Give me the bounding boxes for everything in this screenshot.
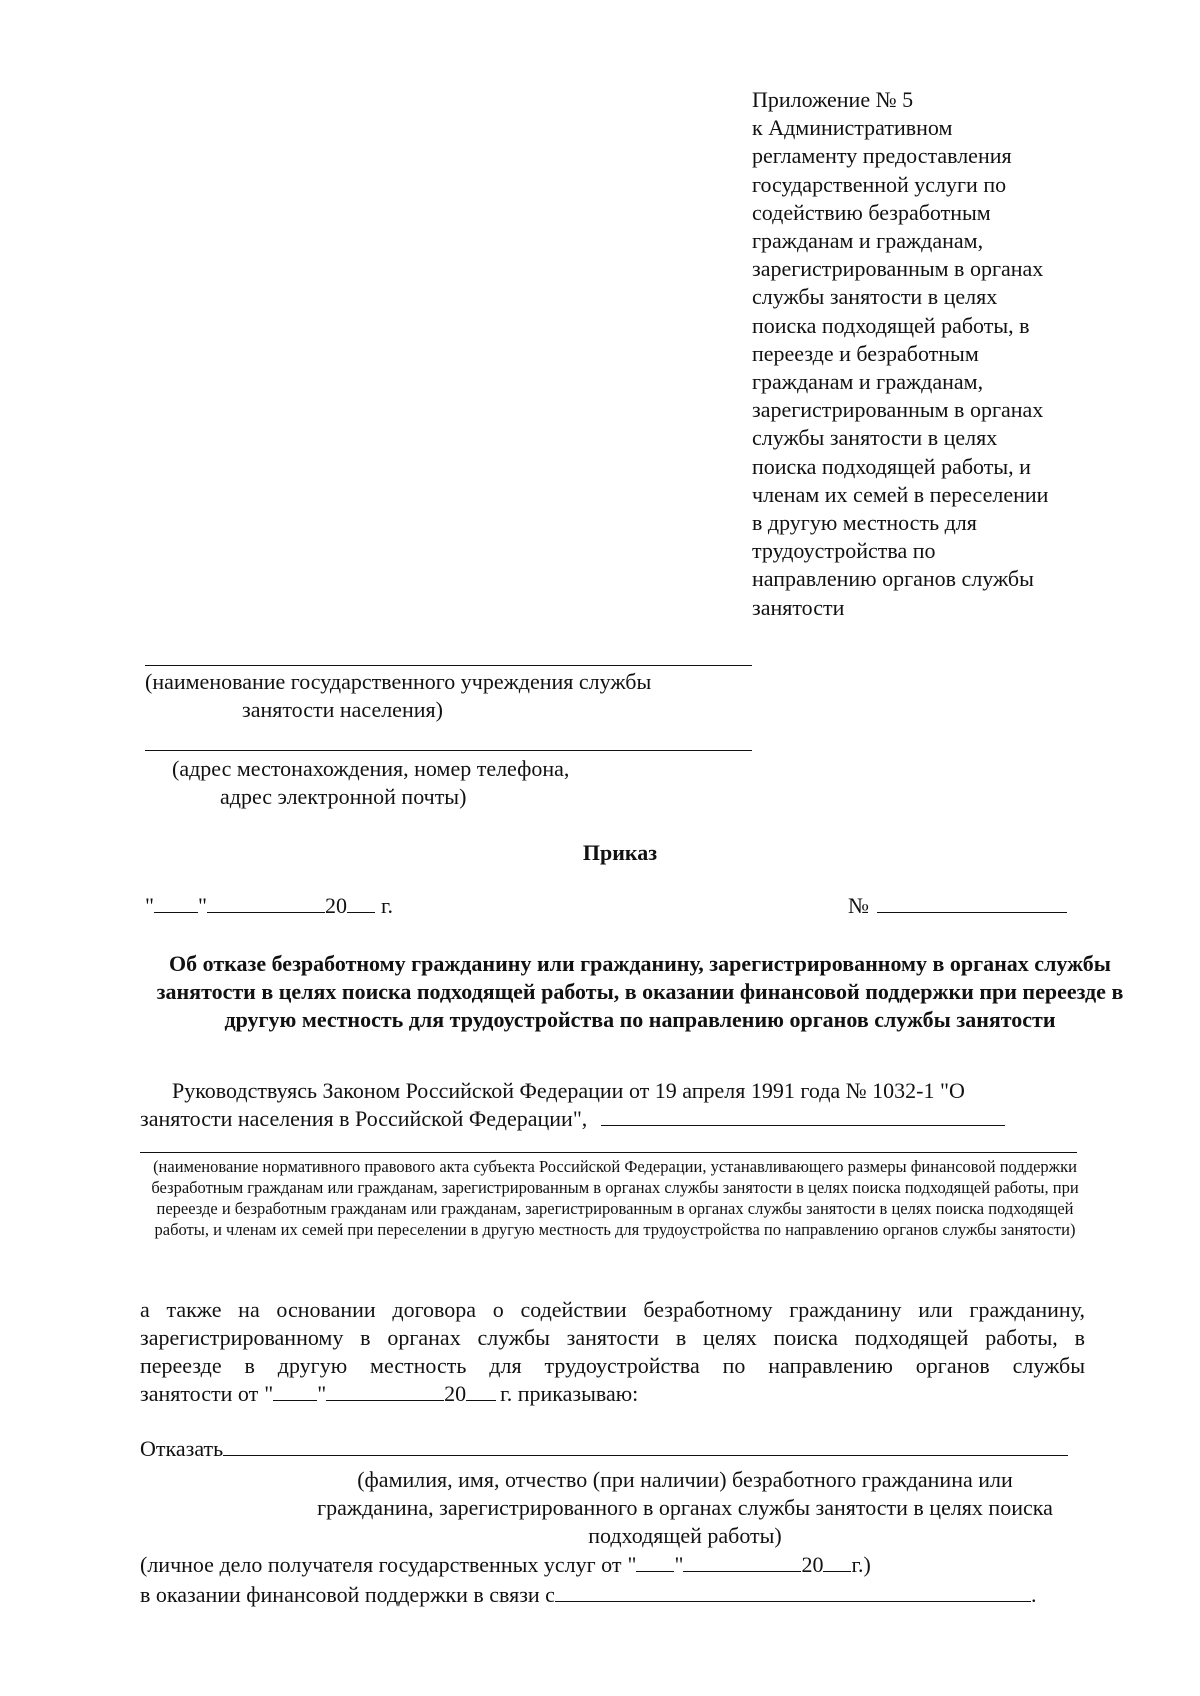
institution-name-field[interactable] <box>145 665 752 666</box>
institution-hint: (наименование государственного учреждения службы <box>145 669 652 694</box>
file-month-field[interactable] <box>683 1551 801 1572</box>
date-month-field[interactable] <box>207 892 325 913</box>
agreement-month-field[interactable] <box>326 1380 444 1401</box>
date-day-field[interactable] <box>154 892 198 913</box>
appendix-line: направлению органов службы <box>752 566 1034 592</box>
basis-text: занятости населения в Российской Федерации", <box>140 1106 588 1131</box>
agreement-ending: г. приказываю: <box>500 1381 639 1406</box>
regional-act-field[interactable] <box>601 1105 1005 1126</box>
appendix-line: гражданам и гражданам, <box>752 369 984 395</box>
quote-mark: " <box>197 893 207 918</box>
refuse-line <box>140 1435 1068 1463</box>
order-number-field[interactable] <box>877 892 1067 913</box>
order-date <box>145 892 393 920</box>
period-mark: . <box>1030 1582 1037 1607</box>
agreement-line-2: зарегистрированному в органах службы занятости в целях поиска подходящей работы, в <box>140 1325 1085 1350</box>
appendix-line: к Административном <box>752 115 953 141</box>
appendix-line: членам их семей в переселении <box>752 481 1049 507</box>
person-hint: (фамилия, имя, отчество (при наличии) безработного гражданина или гражданина, зарегистрированного в органах службы занятости в целях поиска подходящей работы) <box>317 1467 1053 1548</box>
agreement-year-field[interactable] <box>466 1380 496 1401</box>
address-hint-cont: адрес электронной почты) <box>220 784 467 809</box>
regional-act-field-cont[interactable] <box>140 1152 1077 1153</box>
refuse-label: Отказать <box>140 1436 224 1461</box>
agreement-line-1: а также на основании договора о содействии безработному гражданину или гражданину, <box>140 1297 1085 1322</box>
appendix-line: службы занятости в целях <box>752 284 998 310</box>
appendix-line: содействию безработным <box>752 199 991 225</box>
order-subject: Об отказе безработному гражданину или гражданину, зарегистрированному в органах службы занятости в целях поиска подходящей работы, в оказании финансовой поддержки при переезде в другую местность для трудоустройства по направлению органов службы занятости <box>156 951 1124 1032</box>
quote-mark: " <box>674 1552 684 1577</box>
appendix-line: занятости <box>752 594 845 620</box>
appendix-line: Приложение № 5 <box>752 87 914 112</box>
address-hint: (адрес местонахождения, номер телефона, <box>172 756 570 781</box>
file-year-prefix: 20 <box>801 1552 824 1577</box>
file-day-field[interactable] <box>636 1551 674 1572</box>
personal-file-line <box>140 1551 871 1579</box>
file-ending: г.) <box>851 1552 871 1577</box>
quote-mark: " <box>145 893 154 918</box>
appendix-line: поиска подходящей работы, и <box>752 453 1031 479</box>
date-year-field[interactable] <box>347 892 375 913</box>
quote-mark: " <box>317 1381 327 1406</box>
reason-line <box>140 1581 1036 1609</box>
appendix-line: службы занятости в целях <box>752 425 998 451</box>
basis-line-1: Руководствуясь Законом Российской Федерации от 19 апреля 1991 года № 1032-1 "О <box>172 1078 965 1103</box>
agreement-line-4 <box>140 1380 638 1408</box>
date-year-prefix: 20 <box>324 893 347 918</box>
quote-mark: " <box>627 1552 637 1577</box>
agreement-line-3: переезде в другую местность для трудоустройства по направлению органов службы <box>140 1353 1085 1378</box>
appendix-line: в другую местность для <box>752 510 977 536</box>
appendix-line: зарегистрированным в органах <box>752 397 1044 423</box>
appendix-line: трудоустройства по <box>752 538 936 564</box>
quote-mark: " <box>264 1381 274 1406</box>
agreement-day-field[interactable] <box>273 1380 317 1401</box>
address-field[interactable] <box>145 750 752 751</box>
number-label: № <box>848 893 869 918</box>
appendix-block <box>752 86 1048 622</box>
date-suffix: г. <box>380 893 394 918</box>
basis-line-2 <box>140 1105 1005 1133</box>
agreement-year-prefix: 20 <box>444 1381 467 1406</box>
appendix-line: государственной услуги по <box>752 171 1007 197</box>
personal-file-label: (личное дело получателя государственных услуг от <box>140 1552 622 1577</box>
appendix-line: поиска подходящей работы, в <box>752 312 1030 338</box>
appendix-line: переезде и безработным <box>752 340 979 366</box>
agreement-date-label: занятости от <box>140 1381 259 1406</box>
document-title: Приказ <box>582 840 658 865</box>
reason-label: в оказании финансовой поддержки в связи с <box>140 1582 555 1607</box>
order-number <box>848 892 1067 920</box>
appendix-line: гражданам и гражданам, <box>752 228 984 254</box>
file-year-field[interactable] <box>823 1551 851 1572</box>
recipient-name-field[interactable] <box>223 1435 1068 1456</box>
act-hint: (наименование нормативного правового акта субъекта Российской Федерации, устанавливающего размеры финансовой поддержки безработным гражданам или гражданам, зарегистрированным в органах службы занятости в целях поиска подходящей работы, при переезде и безработным гражданам или гражданам, зарегистрированным в органах службы занятости в целях поиска подходящей работы, и членам их семей при переселении в другую местность для трудоустройства по направлению органов службы занятости) <box>151 1157 1079 1239</box>
appendix-line: зарегистрированным в органах <box>752 256 1044 282</box>
reason-field[interactable] <box>555 1581 1031 1602</box>
appendix-line: регламенту предоставления <box>752 143 1012 169</box>
institution-hint-cont: занятости населения) <box>242 697 443 722</box>
